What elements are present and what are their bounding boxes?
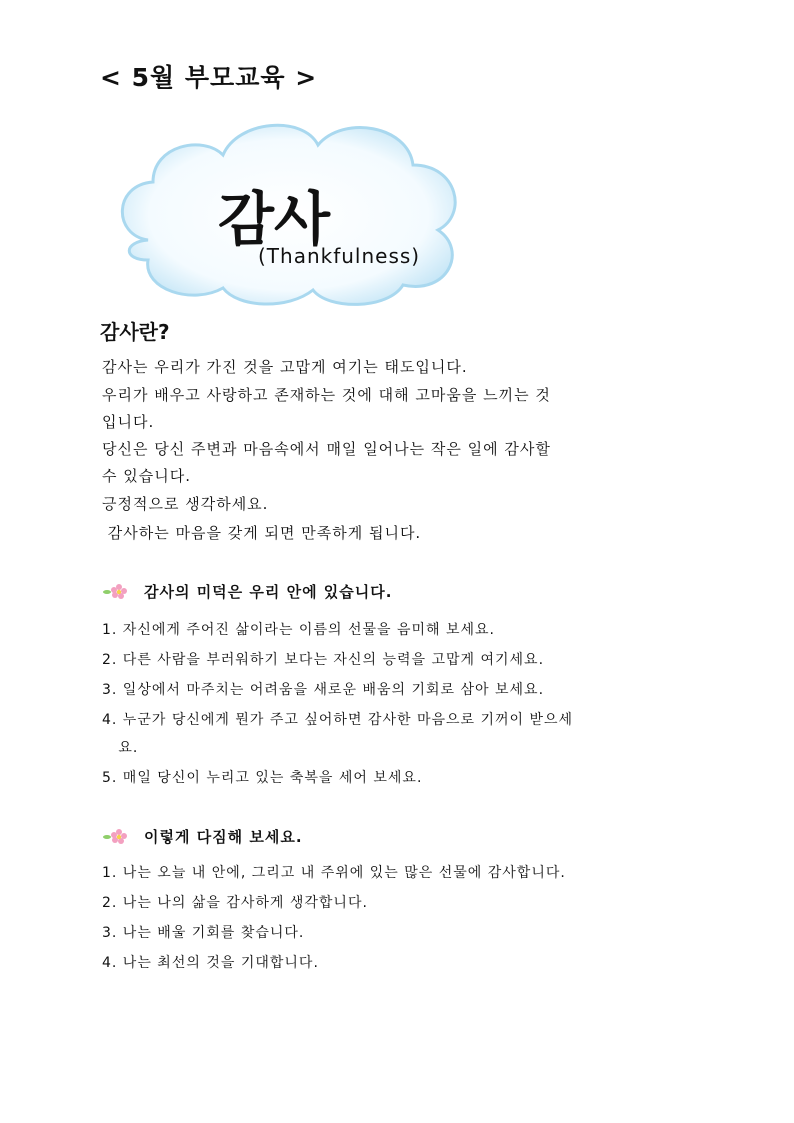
- body-line: 감사하는 마음을 갖게 되면 만족하게 됩니다.: [102, 524, 422, 542]
- list-item: 3. 나는 배울 기회를 찾습니다.: [102, 925, 305, 941]
- flower-icon: [102, 580, 136, 602]
- list-item: 4. 누군가 당신에게 뭔가 주고 싶어하면 감사한 마음으로 기꺼이 받으세: [102, 712, 574, 728]
- flower-icon: [102, 825, 136, 847]
- list-item: 1. 자신에게 주어진 삶이라는 이름의 선물을 음미해 보세요.: [102, 622, 496, 638]
- list-item: 4. 나는 최선의 것을 기대합니다.: [102, 955, 319, 971]
- list-item: 2. 나는 나의 삶을 감사하게 생각합니다.: [102, 895, 368, 911]
- page-title: < 5월 부모교육 >: [100, 63, 318, 92]
- banner-main-text: 감사: [218, 185, 331, 253]
- section-heading-text: 감사의 미덕은 우리 안에 있습니다.: [144, 582, 393, 601]
- body-line: 우리가 배우고 사랑하고 존재하는 것에 대해 고마움을 느끼는 것: [102, 386, 551, 404]
- list-item: 5. 매일 당신이 누리고 있는 축복을 세어 보세요.: [102, 770, 423, 786]
- body-line: 수 있습니다.: [102, 467, 191, 485]
- section-heading-text: 이렇게 다짐해 보세요.: [144, 827, 303, 846]
- banner-sub-text: (Thankfulness): [258, 244, 421, 268]
- body-line: 입니다.: [102, 413, 155, 431]
- list-item: 3. 일상에서 마주치는 어려움을 새로운 배움의 기회로 삼아 보세요.: [102, 682, 545, 698]
- body-line: 감사는 우리가 가진 것을 고맙게 여기는 태도입니다.: [102, 358, 468, 376]
- body-line: 당신은 당신 주변과 마음속에서 매일 일어나는 작은 일에 감사할: [102, 440, 551, 458]
- body-line: 긍정적으로 생각하세요.: [102, 495, 269, 513]
- section-heading-resolution: [102, 825, 303, 847]
- section-heading-virtue: [102, 580, 392, 602]
- list-item: 1. 나는 오늘 내 안에, 그리고 내 주위에 있는 많은 선물에 감사합니다.: [102, 865, 566, 881]
- list-item: 요.: [102, 740, 139, 756]
- thankfulness-cloud-banner: [108, 110, 470, 310]
- list-item: 2. 다른 사람을 부러워하기 보다는 자신의 능력을 고맙게 여기세요.: [102, 652, 545, 668]
- section-heading-what-is-thanks: 감사란?: [100, 320, 170, 344]
